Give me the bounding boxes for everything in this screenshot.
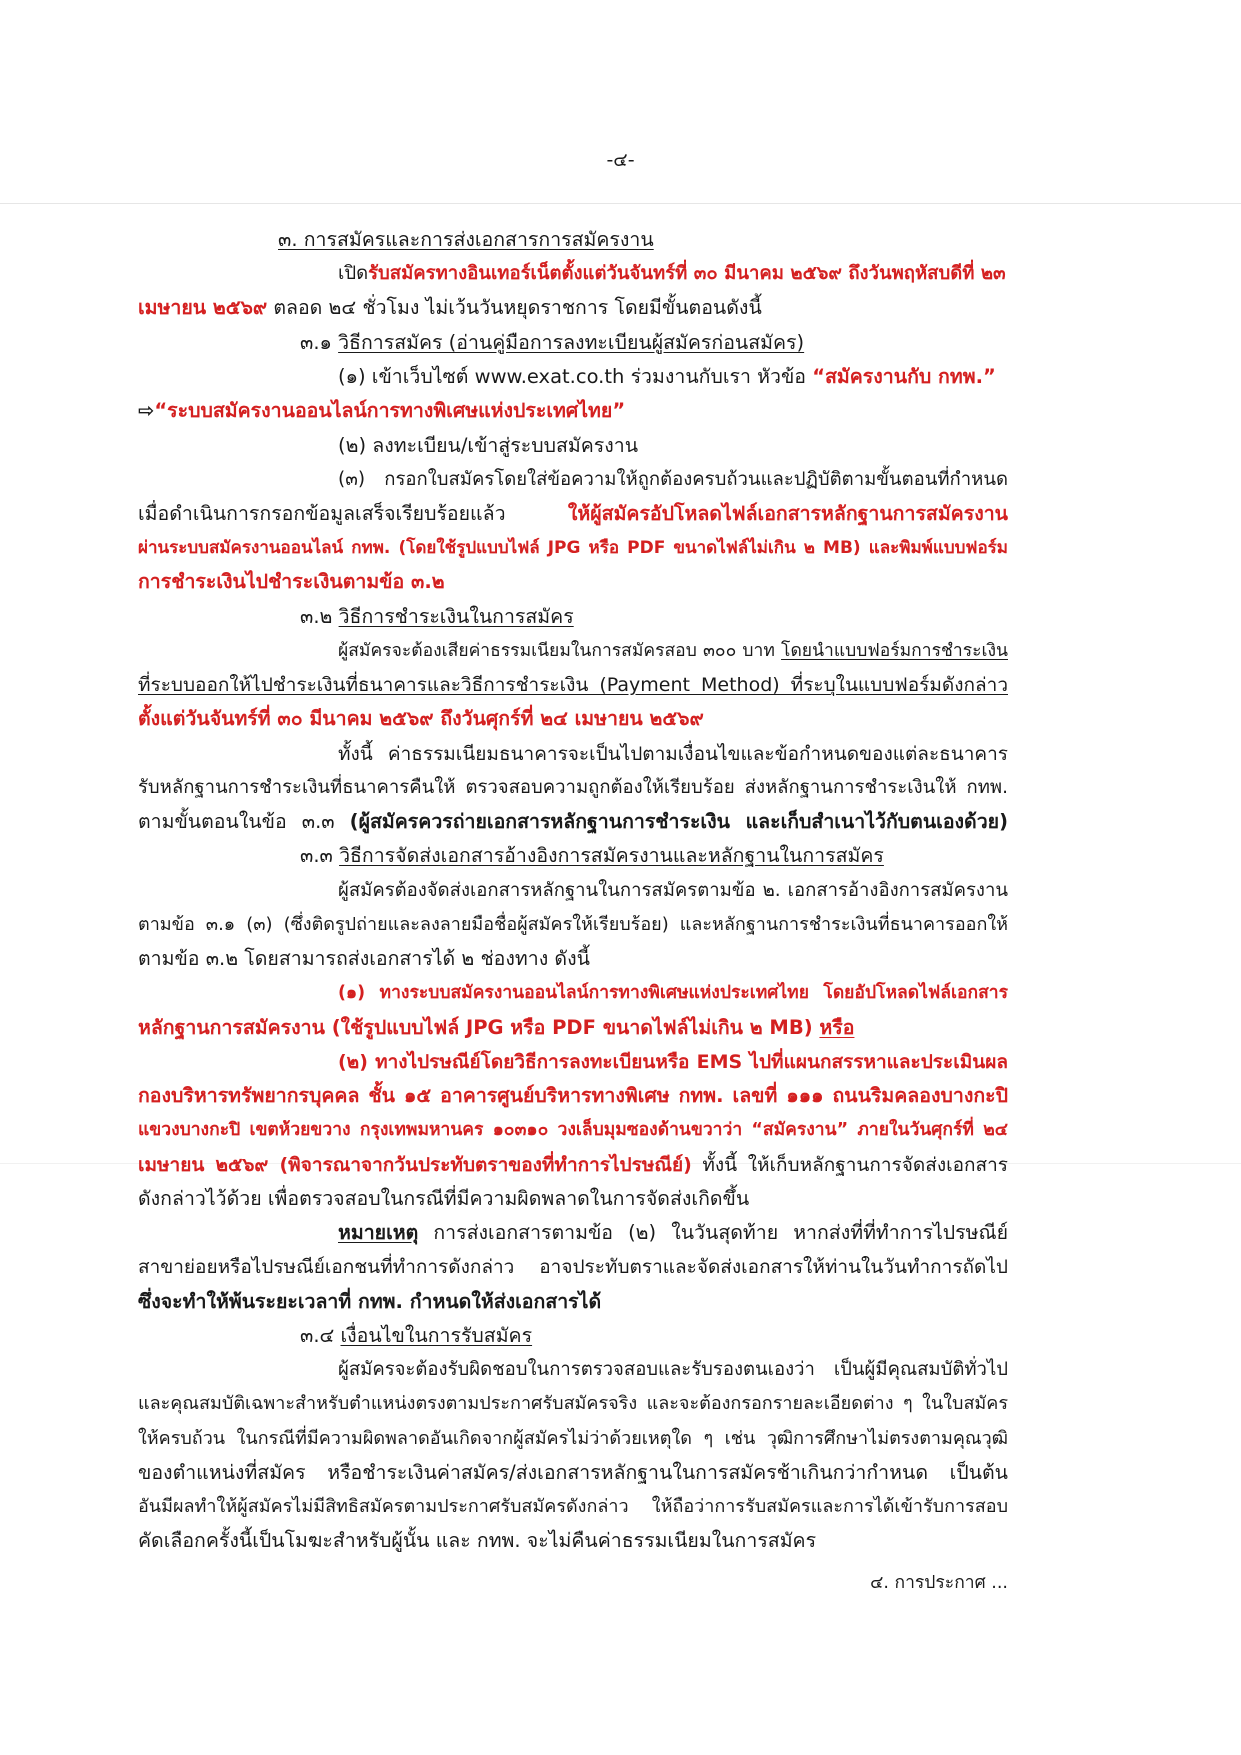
s33-channel-1: (๑) ทางระบบสมัครงานออนไลน์การทางพิเศษแห่งประเทศไทย โดยอัปโหลดไฟล์เอกสาร (338, 983, 1008, 1003)
section-3-2-heading: ๓.๒ วิธีการชำระเงินในการสมัคร (300, 605, 574, 628)
section-3-4-heading: ๓.๔ เงื่อนไขในการรับสมัคร (300, 1324, 533, 1347)
s34-para-line-5: อันมีผลทำให้ผู้สมัครไม่มีสิทธิสมัครตามประกาศรับสมัครดังกล่าว ให้ถือว่าการรับสมัครและการได้เข้ารับการสอบ (138, 1496, 1008, 1517)
s34-para-line-4: ของตำแหน่งที่สมัคร หรือชำระเงินค่าสมัคร/ส่งเอกสารหลักฐานในการสมัครช้าเกินกว่ากำหนด เป็นต้น (138, 1461, 1008, 1484)
section-3-title: ๓. การสมัครและการส่งเอกสารการสมัครงาน (278, 228, 654, 251)
s31-step-3-line-4: การชำระเงินไปชำระเงินตามข้อ ๓.๒ (138, 570, 445, 593)
s31-step-1: (๑) เข้าเว็บไซต์ www.exat.co.th ร่วมงานกับเรา หัวข้อ “สมัครงานกับ กทพ.” (338, 365, 996, 388)
s33-channel-1-cont: หลักฐานการสมัครงาน (ใช้รูปแบบไฟล์ JPG หรือ PDF ขนาดไฟล์ไม่เกิน ๒ MB) หรือ (138, 1016, 855, 1039)
note-line-1: หมายเหตุ การส่งเอกสารตามข้อ (๒) ในวันสุดท้าย หากส่งที่ที่ทำการไปรษณีย์ (338, 1221, 1008, 1244)
section-3-3-heading: ๓.๓ วิธีการจัดส่งเอกสารอ้างอิงการสมัครงานและหลักฐานในการสมัคร (300, 844, 884, 867)
section-3-3-title: วิธีการจัดส่งเอกสารอ้างอิงการสมัครงานและหลักฐานในการสมัคร (339, 844, 884, 867)
s31-step-2: (๒) ลงทะเบียน/เข้าสู่ระบบสมัครงาน (338, 434, 639, 457)
s31-step-1-cont: ⇨“ระบบสมัครงานออนไลน์การทางพิเศษแห่งประเทศไทย” (138, 399, 626, 422)
s3-open-line-2: เมษายน ๒๕๖๙ ตลอด ๒๔ ชั่วโมง ไม่เว้นวันหยุดราชการ โดยมีขั้นตอนดังนี้ (138, 296, 762, 319)
note-line-3: ซึ่งจะทำให้พ้นระยะเวลาที่ กทพ. กำหนดให้ส่งเอกสารได้ (138, 1290, 602, 1313)
s32-para-line-2: ที่ระบบออกให้ไปชำระเงินที่ธนาคารและวิธีการชำระเงิน (Payment Method) ที่ระบุในแบบฟอร์มดังกล่าว (138, 674, 1008, 696)
s32-para2-line-1: ทั้งนี้ ค่าธรรมเนียมธนาคารจะเป็นไปตามเงื่อนไขและข้อกำหนดของแต่ละธนาคาร (338, 743, 1008, 765)
s34-para-line-1: ผู้สมัครจะต้องรับผิดชอบในการตรวจสอบและรับรองตนเองว่า เป็นผู้มีคุณสมบัติทั่วไป (338, 1359, 1008, 1380)
scan-artifact-line (0, 203, 1241, 204)
s33-para-line-2: ตามข้อ ๓.๑ (๓) (ซึ่งติดรูปถ่ายและลงลายมือชื่อผู้สมัครให้เรียบร้อย) และหลักฐานการชำระเงินที่ธนาคารออกให้ (138, 914, 1008, 935)
section-3-4-title: เงื่อนไขในการรับสมัคร (340, 1324, 533, 1347)
note-line-2: สาขาย่อยหรือไปรษณีย์เอกชนที่ทำการดังกล่าว อาจประทับตราและจัดส่งเอกสารให้ท่านในวันทำการถัดไป (138, 1256, 1008, 1278)
s32-para2-line-2: รับหลักฐานการชำระเงินที่ธนาคารคืนให้ ตรวจสอบความถูกต้องให้เรียบร้อย ส่งหลักฐานการชำระเงินให้ กทพ. (138, 777, 1008, 798)
section-3-2-title: วิธีการชำระเงินในการสมัคร (338, 605, 574, 628)
s33-para-line-3: ตามข้อ ๓.๒ โดยสามารถส่งเอกสารได้ ๒ ช่องทาง ดังนี้ (138, 947, 590, 970)
s33-channel-2-line-5: ดังกล่าวไว้ด้วย เพื่อตรวจสอบในกรณีที่มีความผิดพลาดในการจัดส่งเกิดขึ้น (138, 1187, 750, 1210)
s32-para-line-1: ผู้สมัครจะต้องเสียค่าธรรมเนียมในการสมัครสอบ ๓๐๐ บาท โดยนำแบบฟอร์มการชำระเงิน (338, 641, 1008, 661)
section-3-1-heading: ๓.๑ วิธีการสมัคร (อ่านคู่มือการลงทะเบียนผู้สมัครก่อนสมัคร) (300, 331, 805, 354)
s31-step-3-line-3: ผ่านระบบสมัครงานออนไลน์ กทพ. (โดยใช้รูปแบบไฟล์ JPG หรือ PDF ขนาดไฟล์ไม่เกิน ๒ MB) และพิมพ์แบบฟอร์ม (138, 538, 1008, 558)
s3-open-line-1: เปิดรับสมัครทางอินเทอร์เน็ตตั้งแต่วันจันทร์ที่ ๓๐ มีนาคม ๒๕๖๙ ถึงวันพฤหัสบดีที่ ๒๓ (338, 263, 1006, 284)
s32-para-line-3: ตั้งแต่วันจันทร์ที่ ๓๐ มีนาคม ๒๕๖๙ ถึงวันศุกร์ที่ ๒๔ เมษายน ๒๕๖๙ (138, 707, 704, 730)
s34-para-line-2: และคุณสมบัติเฉพาะสำหรับตำแหน่งตรงตามประกาศรับสมัครจริง และจะต้องกรอกรายละเอียดต่าง ๆ ในใบสมัคร (138, 1393, 1008, 1414)
next-page-marker: ๔. การประกาศ ... (870, 1573, 1008, 1593)
page-number: -๔- (606, 149, 635, 171)
s33-channel-2-line-4: เมษายน ๒๕๖๙ (พิจารณาจากวันประทับตราของที่ทำการไปรษณีย์) ทั้งนี้ ให้เก็บหลักฐานการจัดส่งเอกสาร (138, 1154, 1008, 1176)
s34-para-line-6: คัดเลือกครั้งนี้เป็นโมฆะสำหรับผู้นั้น และ กทพ. จะไม่คืนค่าธรรมเนียมในการสมัคร (138, 1529, 817, 1552)
s33-channel-2: (๒) ทางไปรษณีย์โดยวิธีการลงทะเบียนหรือ EMS ไปที่แผนกสรรหาและประเมินผล (338, 1051, 1008, 1073)
section-3-heading (278, 227, 654, 253)
arrow-right-icon: ⇨ (138, 399, 155, 422)
note-label: หมายเหตุ (338, 1221, 419, 1244)
s33-channel-2-line-2: กองบริหารทรัพยากรบุคคล ชั้น ๑๕ อาคารศูนย์บริหารทางพิเศษ กทพ. เลขที่ ๑๑๑ ถนนริมคลองบางกะปิ (138, 1084, 1008, 1107)
s32-para2-line-3: ตามขั้นตอนในข้อ ๓.๓ (ผู้สมัครควรถ่ายเอกสารหลักฐานการชำระเงิน และเก็บสำเนาไว้กับตนเองด้วย) (138, 810, 1008, 833)
s31-step-3: (๓) กรอกใบสมัครโดยใส่ข้อความให้ถูกต้องครบถ้วนและปฏิบัติตามขั้นตอนที่กำหนด (338, 469, 1008, 490)
s31-step-3-line-2: เมื่อดำเนินการกรอกข้อมูลเสร็จเรียบร้อยแล้ว ให้ผู้สมัครอัปโหลดไฟล์เอกสารหลักฐานการสมัครงาน (138, 502, 1008, 525)
section-3-1-title: วิธีการสมัคร (อ่านคู่มือการลงทะเบียนผู้สมัครก่อนสมัคร) (338, 331, 805, 354)
s33-para-line-1: ผู้สมัครต้องจัดส่งเอกสารหลักฐานในการสมัครตามข้อ ๒. เอกสารอ้างอิงการสมัครงาน (338, 880, 1008, 901)
s33-channel-2-line-3: แขวงบางกะปิ เขตห้วยขวาง กรุงเทพมหานคร ๑๐๓๑๐ วงเล็บมุมซองด้านขวาว่า “สมัครงาน” ภายในวันศุกร์ที่ ๒๔ (138, 1120, 1008, 1140)
s34-para-line-3: ให้ครบถ้วน ในกรณีที่มีความผิดพลาดอันเกิดจากผู้สมัครไม่ว่าด้วยเหตุใด ๆ เช่น วุฒิการศึกษาไม่ตรงตามคุณวุฒิ (138, 1428, 1008, 1449)
